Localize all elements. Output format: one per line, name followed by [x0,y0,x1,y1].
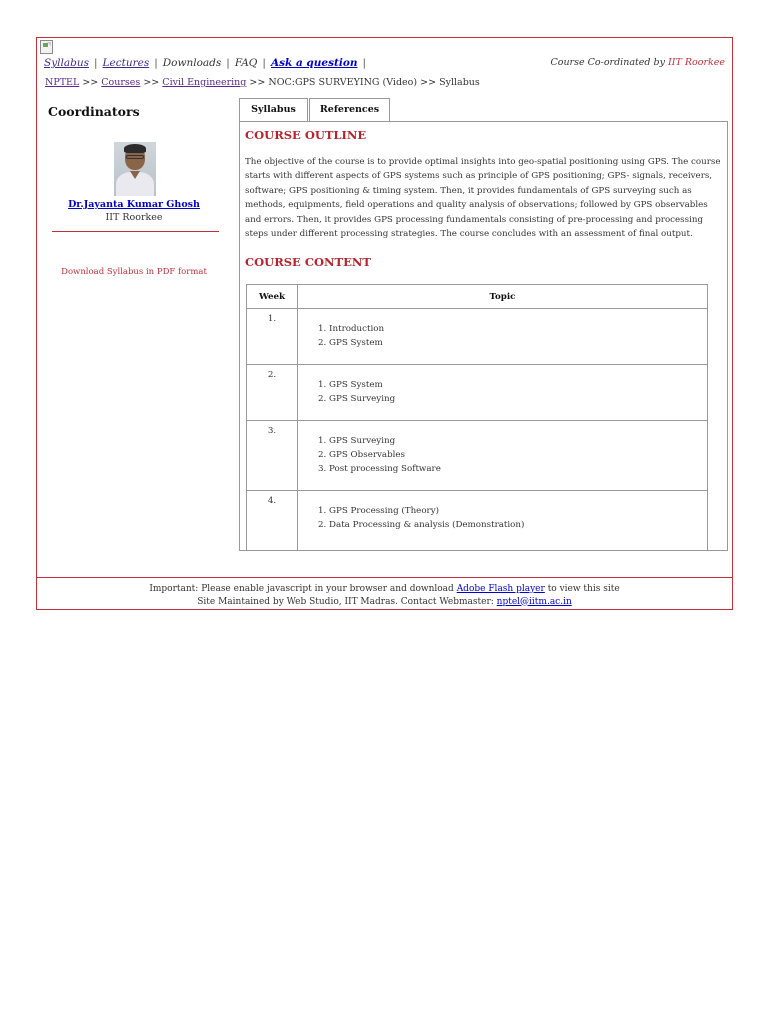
footer [37,583,732,608]
nav-separator: | [262,57,266,69]
topic-column-header: Topic [298,285,708,309]
nav-lectures-link[interactable]: Lectures [102,57,150,69]
coordinators-panel [48,104,220,277]
topic-item: 1. Introduction [318,324,385,334]
nav-separator: | [154,57,158,69]
divider [52,231,219,232]
table-row [247,309,708,365]
course-outline-text: The objective of the course is to provide optimal insights into geo-spatial positioning using GPS. The course starts with different aspects of GPS systems such as principle of GPS positioning; GPS- signals, receivers, software; GPS positioning & timing system. Then, it provides fundamentals of GPS surveying such as methods, equipments, field operations and quality analysis of observations; followed by GPS observables and errors. Then, it provides GPS processing fundamentals consisting of pre-processing and processing steps under different processing strategies. The course concludes with an assessment of final output. [245,157,721,240]
table-row [247,421,708,491]
table-row [247,491,708,552]
footer-line-2 [37,596,732,609]
breadcrumb-course: NOC:GPS SURVEYING (Video) [268,77,418,88]
coordinated-institute: IIT Roorkee [668,57,725,68]
week-cell: 4. [247,491,298,552]
coordinator-institute: IIT Roorkee [105,212,163,223]
coordinator-name [48,199,220,210]
breadcrumb-civil-engineering-link[interactable]: Civil Engineering [162,77,247,88]
week-cell: 3. [247,421,298,491]
topic-item: 2. GPS Observables [318,450,406,460]
nav-separator: | [93,57,98,69]
page-frame [36,37,733,610]
week-cell: 1. [247,309,298,365]
breadcrumb-separator: >> [143,77,160,88]
week-column-header: Week [247,285,298,309]
week-cell: 2. [247,365,298,421]
nav-ask-question-link[interactable]: Ask a question [270,57,358,69]
coordinator-photo [114,142,156,196]
topic-cell [298,365,708,421]
topic-cell [298,309,708,365]
tab-syllabus[interactable]: Syllabus [239,98,308,122]
nav-syllabus-link[interactable]: Syllabus [44,57,89,69]
topic-item: 1. GPS Processing (Theory) [318,506,439,516]
breadcrumb-current-page: Syllabus [439,77,480,88]
coordinator-name-link[interactable]: Dr.Jayanta Kumar Ghosh [68,199,200,210]
topic-item: 3. Post processing Software [318,464,441,474]
syllabus-panel [239,121,728,551]
course-coordinated-by [550,57,725,68]
breadcrumb-courses-link[interactable]: Courses [101,77,141,88]
nav-downloads-link[interactable]: Downloads [162,57,222,69]
topic-item: 1. GPS System [318,380,383,390]
download-syllabus-pdf-link[interactable]: Download Syllabus in PDF format [61,267,207,277]
nav-separator: | [226,57,230,69]
breadcrumb [45,77,480,88]
tab-references[interactable]: References [309,98,390,122]
footer-maintained-by: Site Maintained by Web Studio, IIT Madras. Contact Webmaster: [197,596,494,607]
course-content-table [246,284,708,551]
table-header-row [247,285,708,309]
footer-line-1 [37,583,732,596]
table-row [247,365,708,421]
top-nav [44,57,371,69]
course-content-heading: COURSE CONTENT [245,255,371,269]
broken-image-icon [40,40,53,54]
footer-notice-suffix: to view this site [547,584,620,594]
breadcrumb-separator: >> [82,77,99,88]
nav-separator: | [362,57,367,69]
coordinators-heading: Coordinators [48,104,140,119]
course-outline-heading: COURSE OUTLINE [245,128,367,142]
topic-item: 2. GPS System [318,338,383,348]
topic-item: 2. GPS Surveying [318,394,396,404]
breadcrumb-separator: >> [420,77,437,88]
footer-divider [37,577,732,578]
breadcrumb-nptel-link[interactable]: NPTEL [45,77,80,88]
nav-faq-link[interactable]: FAQ [234,57,258,69]
topic-cell [298,421,708,491]
coordinated-prefix: Course Co-ordinated by [550,57,665,68]
adobe-flash-player-link[interactable]: Adobe Flash player [456,584,545,594]
webmaster-email-link[interactable]: nptel@iitm.ac.in [496,596,572,607]
footer-javascript-notice: Important: Please enable javascript in your browser and download [149,584,454,594]
topic-cell [298,491,708,552]
breadcrumb-separator: >> [249,77,266,88]
topic-item: 2. Data Processing & analysis (Demonstration) [318,520,525,530]
topic-item: 1. GPS Surveying [318,436,396,446]
